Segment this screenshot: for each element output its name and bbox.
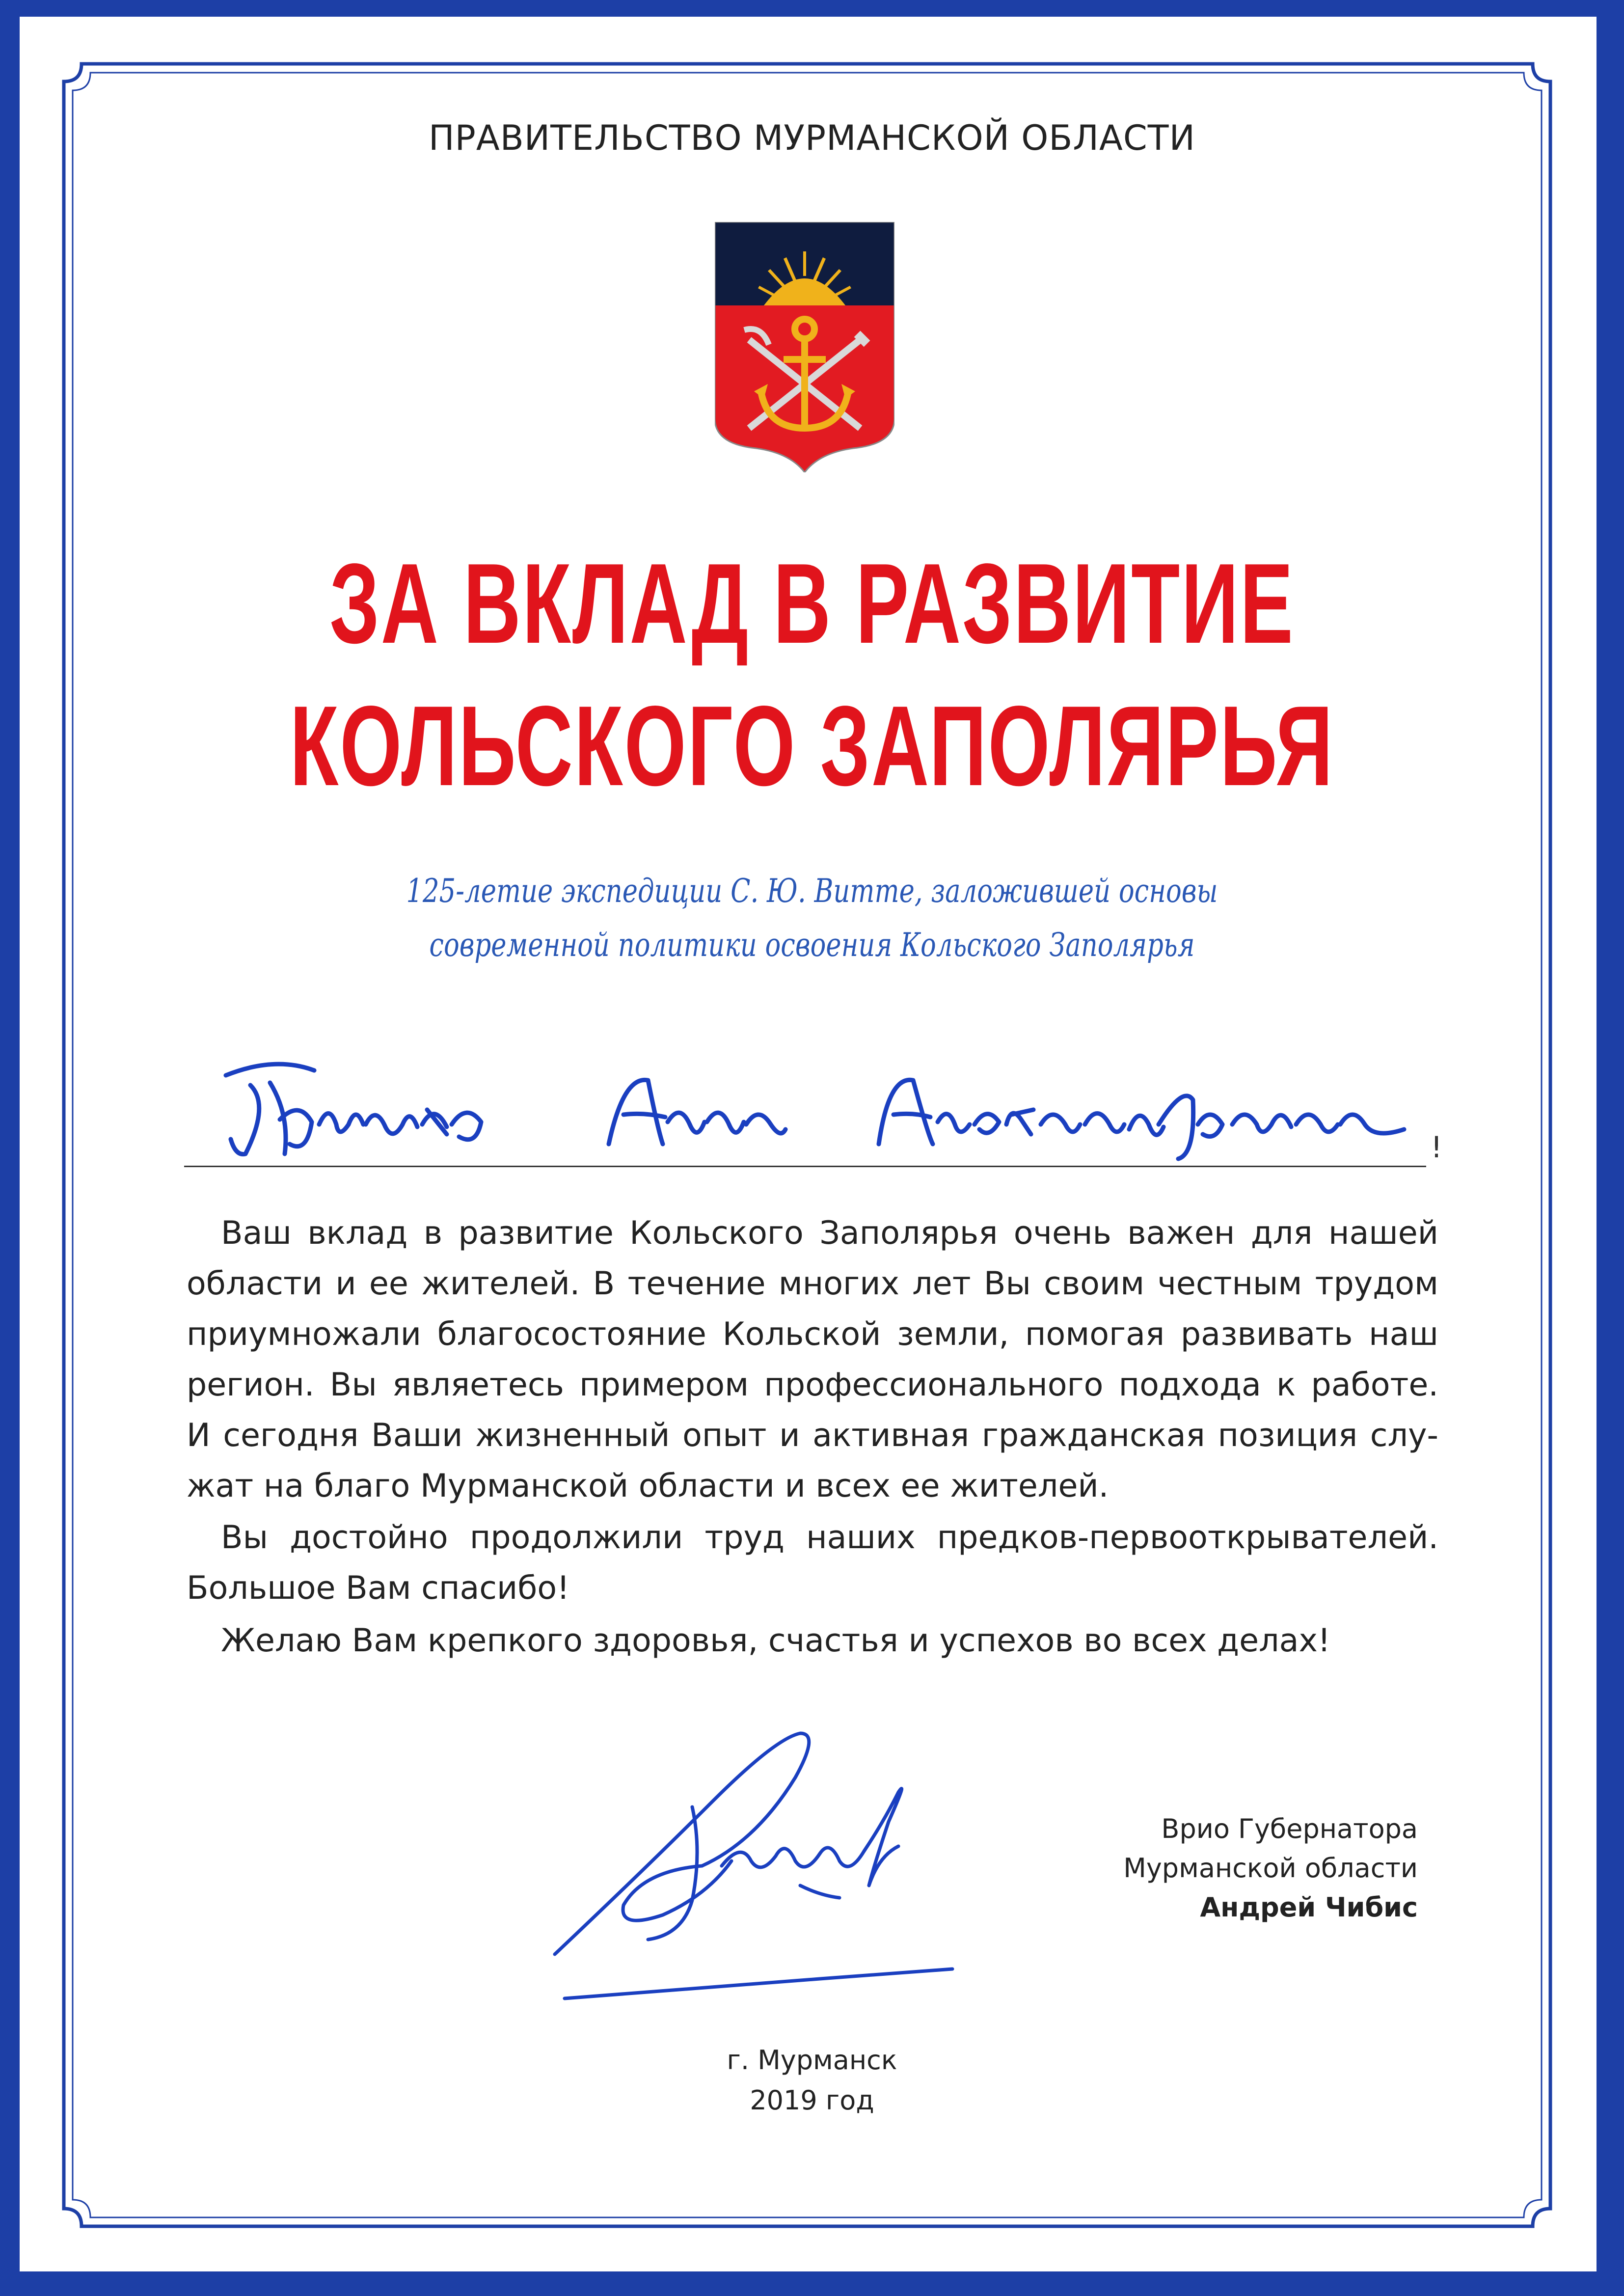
body-paragraph-1 bbox=[187, 1208, 1438, 1511]
handwritten-signature bbox=[545, 1723, 967, 2008]
subtitle-line-1: 125-летие экспедиции С. Ю. Витте, заложившей основы bbox=[406, 872, 1218, 910]
place-and-date bbox=[0, 2040, 1624, 2121]
subtitle-line-2: современной политики освоения Кольского Заполярья bbox=[429, 926, 1195, 964]
body-line: области и ее жителей. В течение многих лет Вы своим честным трудом bbox=[187, 1265, 1438, 1302]
signatory-block bbox=[1123, 1809, 1418, 1927]
signatory-position-2: Мурманской области bbox=[1123, 1853, 1418, 1884]
footer-city: г. Мурманск bbox=[727, 2045, 897, 2076]
signatory-name: Андрей Чибис bbox=[1200, 1892, 1418, 1923]
body-paragraph-2 bbox=[187, 1512, 1438, 1613]
signatory-position-1: Врио Губернатора bbox=[1161, 1813, 1418, 1844]
name-exclamation: ! bbox=[1431, 1130, 1443, 1165]
recipient-name-text bbox=[304, 1070, 1218, 1139]
body-line: Желаю Вам крепкого здоровья, счастья и успехов во всех делах! bbox=[221, 1622, 1331, 1659]
footer-year: 2019 год bbox=[750, 2085, 874, 2116]
title-line-2: КОЛЬСКОГО ЗАПОЛЯРЬЯ bbox=[290, 683, 1334, 810]
government-header: ПРАВИТЕЛЬСТВО МУРМАНСКОЙ ОБЛАСТИ bbox=[429, 118, 1195, 158]
body-line: И сегодня Ваши жизненный опыт и активная гражданская позиция слу- bbox=[187, 1417, 1438, 1454]
title-line-1: ЗА ВКЛАД В РАЗВИТИЕ bbox=[329, 540, 1295, 667]
body-paragraph-3 bbox=[187, 1615, 1438, 1666]
body-line: Вы достойно продолжили труд наших предков-первооткрывателей. bbox=[221, 1519, 1438, 1556]
body-line: жат на благо Мурманской области и всех ее жителей. bbox=[187, 1468, 1109, 1504]
coat-of-arms-icon bbox=[715, 222, 894, 472]
body-line: Большое Вам спасибо! bbox=[187, 1570, 570, 1607]
body-line: Ваш вклад в развитие Кольского Заполярья очень важен для нашей bbox=[221, 1215, 1438, 1252]
body-line: регион. Вы являетесь примером профессионального подхода к работе. bbox=[187, 1367, 1438, 1403]
name-underline bbox=[184, 1166, 1426, 1167]
body-line: приумножали благосостояние Кольской земли, помогая развивать наш bbox=[187, 1316, 1438, 1353]
